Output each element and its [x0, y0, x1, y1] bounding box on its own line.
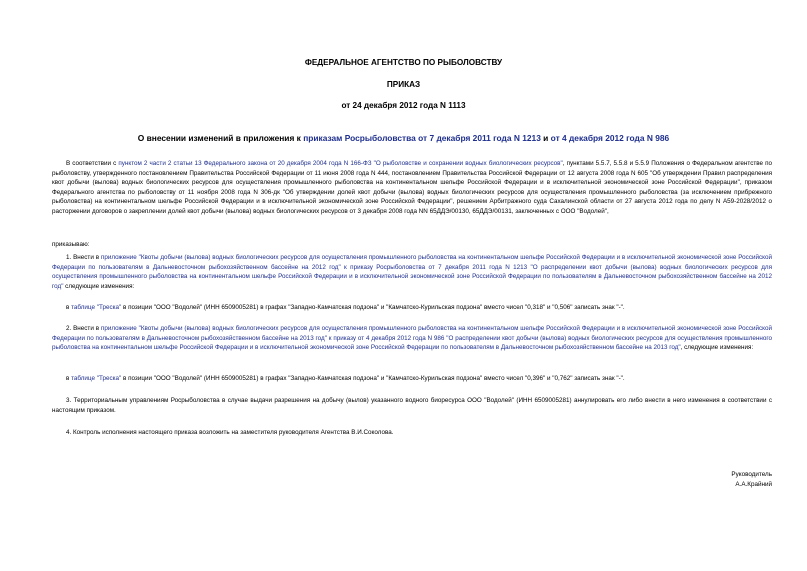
signature-title: Руководитель — [731, 471, 772, 478]
item2-text-1: 2. Внести в — [66, 325, 101, 332]
order-word-text: приказываю: — [52, 241, 90, 248]
item2-appendix-link[interactable]: приложение "Квоты добычи (вылова) водных биологических ресурсов для осуществления промышленного рыболовства на континентальном шельфе Российской Федерации и в исключительной экономической зоне Российской Федерации по пользователям в Дальневосточном рыбохозяйственном бассейне на 2013 год" к приказу от 4 декабря 2012 года N 986 "О распределении квот добычи (вылова) водных биологических ресурсов для осуществления промышленного рыболовства на континентальном шельфе Российской Федерации и в исключительной экономической зоне Российской Федерации по пользователям в Дальневосточном рыбохозяйственном бассейне на 2013 год" — [52, 325, 772, 352]
item2-sub-text-1: в — [66, 375, 72, 382]
item-1-sub — [52, 303, 772, 313]
subject-prefix: О внесении изменений в приложения к — [137, 133, 304, 143]
preamble-text-2: , пунктами 5.5.7, 5.5.8 и 5.5.9 Положения о Федеральном агентстве по рыболовству, утвержденного постановлением Правительства Российской Федерации от 11 июня 2008 года N 444, постановлением Правительства Российской Федерации от 12 августа 2008 года N 605 "Об утверждении Правил распределения квот добычи (вылова) водных биологических ресурсов для осуществления промышленного рыболовства на континентальном шельфе Российской Федерации и в исключительной экономической зоне Российской Федерации" — [52, 160, 773, 187]
item2-sub-text-2: в позиции "ООО "Водолей" (ИНН 6509005281) в графах "Западно-Камчатская подзона" и "Камчатско-Курильская подзона" вместо чисел "0,396" и "0,762" записать знак "-". — [121, 375, 625, 382]
item-3 — [52, 396, 772, 415]
item-2-sub — [52, 374, 772, 384]
doc-date: от 24 декабря 2012 года N 1113 — [341, 101, 466, 110]
preamble — [52, 159, 772, 217]
item-4 — [52, 428, 772, 438]
doc-type: ПРИКАЗ — [386, 80, 421, 89]
item1-sub-text-1: в — [66, 304, 72, 311]
subject-mid: и — [540, 133, 551, 143]
signature-name: А.А.Крайний — [735, 481, 772, 488]
item1-appendix-link[interactable]: приложение "Квоты добычи (вылова) водных биологических ресурсов для осуществления промышленного рыболовства на континентальном шельфе Российской Федерации и в исключительной экономической зоне Российской Федерации по пользователям в Дальневосточном рыбохозяйственном бассейне на 2012 год" к приказу Росрыболовства от 7 декабря 2011 года N 1213 "О распределении квот добычи (вылова) водных биологических ресурсов для осуществления промышленного рыболовства на континентальном шельфе Российской Федерации и в исключительной экономической зоне Российской Федерации по пользователям в Дальневосточном рыбохозяйственном бассейне на 2012 год" — [52, 254, 772, 290]
item3-text: 3. Территориальным управлениям Росрыболовства в случае выдачи разрешения на добычу (вылов) указанного водного биоресурса ООО "Водолей" (ИНН 6509005281) аннулировать его либо внести в него изменения в соответствии с настоящим приказом. — [52, 397, 772, 414]
agency-title: ФЕДЕРАЛЬНОЕ АГЕНТСТВО ПО РЫБОЛОВСТВУ — [304, 58, 503, 67]
item2-text-2: , следующие изменения: — [680, 344, 754, 352]
item1-text-1: 1. Внести в — [66, 254, 101, 261]
item4-text: 4. Контроль исполнения настоящего приказа возложить на заместителя руководителя Агентства В.И.Соколова. — [66, 429, 394, 436]
item2-table-link[interactable]: таблице "Треска" — [71, 375, 122, 382]
item1-text-2: следующие изменения: — [63, 282, 135, 290]
item1-sub-text-2: в позиции "ООО "Водолей" (ИНН 6509005281) в графах "Западно-Камчатская подзона" и "Камчатско-Курильская подзона" вместо чисел "0,318" и "0,506" записать знак "-". — [121, 304, 625, 311]
preamble-law-link[interactable]: пунктом 2 части 2 статьи 13 Федерального закона от 20 декабря 2004 года N 166-ФЗ "О рыболовстве и сохранении водных биологических ресурсов" — [118, 160, 563, 167]
preamble-text-3: , приказом Федерального агентства по рыболовству от 11 ноября 2008 года N 306-дк "Об утверждении долей квот добычи (вылова) водных биологических ресурсов для осуществления промышленного рыболовства (за исключением прибрежного рыболовства) на континентальном шельфе Российской Федерации и в исключительной экономической зоне Российской Федерации", решением Арбитражного суда Сахалинской области от 27 августа 2012 года по делу N А59-2028/2012 о расторжении договоров о закреплении долей квот добычи (вылова) водных биологических ресурсов от 3 декабря 2008 года NN 65ДДЭ/00130, 65ДДЭ/00131, заключенных с ООО "Водолей", — [52, 179, 773, 215]
preamble-text-1: В соответствии с — [66, 160, 119, 167]
item-1 — [52, 253, 772, 291]
item1-table-link[interactable]: таблице "Треска" — [71, 304, 122, 311]
item-2 — [52, 324, 772, 353]
order-word — [52, 240, 772, 250]
doc-subject — [0, 133, 807, 143]
subject-link-order-986[interactable]: от 4 декабря 2012 года N 986 — [550, 133, 670, 143]
subject-link-order-1213[interactable]: приказам Росрыболовства от 7 декабря 2011 года N 1213 — [303, 133, 541, 143]
